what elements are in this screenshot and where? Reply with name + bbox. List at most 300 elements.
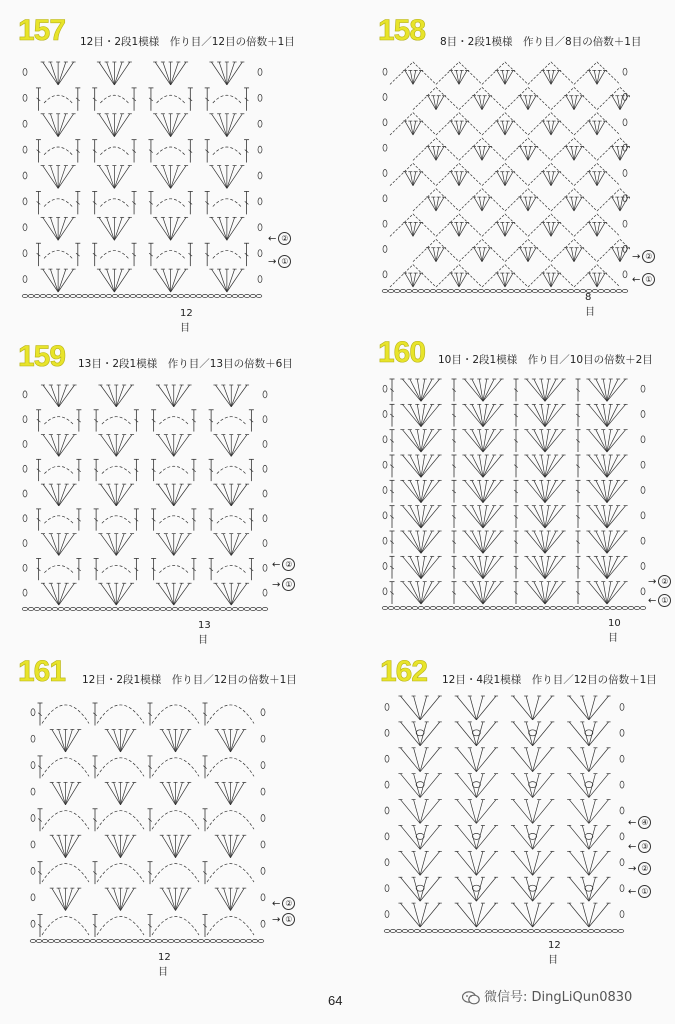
- chain-stitch: [406, 606, 412, 609]
- turning-chain: [258, 172, 262, 179]
- chain-stitch: [100, 607, 106, 610]
- fan-stitch: [231, 385, 239, 407]
- chain-diamond: [459, 138, 505, 160]
- chain-stitch: [622, 289, 628, 292]
- chain-arch: [207, 811, 254, 830]
- turning-chain: [385, 729, 389, 736]
- fan-stitch: [166, 484, 174, 506]
- chain-stitch: [598, 606, 604, 609]
- chain-stitch: [418, 289, 424, 292]
- fan-stitch: [43, 166, 58, 189]
- turning-chain: [383, 246, 387, 253]
- turning-chain: [641, 588, 645, 595]
- turning-chain: [385, 703, 389, 710]
- chain-stitch: [40, 294, 46, 297]
- fan-stitch: [114, 269, 129, 292]
- chain-arch: [207, 916, 254, 935]
- turning-chain: [623, 119, 627, 126]
- fan-stitch: [66, 835, 80, 857]
- turning-chain: [263, 440, 267, 447]
- chain-stitch: [148, 294, 154, 297]
- chain-diamond: [482, 62, 528, 84]
- chain-stitch: [574, 606, 580, 609]
- fan-stitch: [162, 888, 176, 910]
- chain-stitch: [240, 939, 246, 942]
- turning-chain: [31, 788, 35, 795]
- chain-diamond: [574, 214, 620, 236]
- fan-stitch: [59, 534, 67, 556]
- chain-arch: [213, 95, 241, 103]
- chain-stitch: [634, 606, 640, 609]
- turning-chain: [641, 461, 645, 468]
- turning-chain: [383, 220, 387, 227]
- turning-chain: [383, 68, 387, 75]
- turning-chain: [263, 465, 267, 472]
- crochet-chart: [28, 695, 268, 945]
- picot: [472, 833, 480, 839]
- fan-stitch: [108, 435, 116, 457]
- chain-stitch: [400, 289, 406, 292]
- chain-stitch: [136, 607, 142, 610]
- chain-diamond: [482, 163, 528, 185]
- chain-stitch: [166, 294, 172, 297]
- chain-stitch: [120, 939, 126, 942]
- chain-stitch: [36, 939, 42, 942]
- fan-stitch: [100, 484, 116, 506]
- fan-stitch: [59, 484, 75, 506]
- chain-diamond: [390, 163, 436, 185]
- fan-stitch: [176, 888, 183, 910]
- fan-stitch: [100, 583, 116, 605]
- chain-stitch: [514, 289, 520, 292]
- fan-stitch: [155, 217, 170, 240]
- fan-stitch: [163, 166, 171, 189]
- fan-stitch: [163, 62, 171, 85]
- chain-stitch: [516, 929, 522, 932]
- turning-chain: [258, 120, 262, 127]
- turning-chain: [31, 762, 35, 769]
- chain-stitch: [244, 294, 250, 297]
- fan-stitch: [58, 217, 73, 240]
- fan-stitch: [116, 484, 124, 506]
- fan-stitch: [163, 114, 171, 137]
- chain-stitch: [580, 606, 586, 609]
- chain-stitch: [250, 294, 256, 297]
- fan-stitch: [43, 484, 59, 506]
- turning-chain: [383, 487, 387, 494]
- chain-diamond: [390, 62, 436, 84]
- fan-stitch: [176, 888, 190, 910]
- fan-stitch: [227, 269, 235, 292]
- chain-arch: [152, 758, 199, 777]
- chain-stitch: [76, 294, 82, 297]
- picot: [529, 730, 537, 736]
- fan-stitch: [223, 435, 231, 457]
- page-number: 64: [328, 993, 343, 1008]
- fan-stitch: [59, 385, 67, 407]
- chain-diamond: [482, 214, 528, 236]
- chain-stitch: [106, 607, 112, 610]
- chain-stitch: [528, 929, 534, 932]
- chain-stitch: [402, 929, 408, 932]
- chain-stitch: [462, 929, 468, 932]
- chain-arch: [213, 251, 241, 259]
- fan-stitch: [176, 782, 183, 804]
- chain-stitch: [154, 294, 160, 297]
- chain-stitch: [90, 939, 96, 942]
- chain-stitch: [88, 294, 94, 297]
- fan-stitch: [114, 217, 129, 240]
- fan-stitch: [58, 269, 66, 292]
- fan-stitch: [227, 114, 242, 137]
- chain-arch: [207, 864, 254, 883]
- fan-stitch: [223, 484, 231, 506]
- fan-stitch: [219, 166, 227, 189]
- chain-stitch: [174, 939, 180, 942]
- turning-chain: [385, 781, 389, 788]
- fan-stitch: [59, 729, 66, 751]
- fan-stitch: [51, 534, 59, 556]
- wechat-icon: [462, 991, 480, 1005]
- watermark: [462, 986, 632, 1005]
- repeat-label: 10目: [608, 618, 621, 644]
- row-mark: → ①: [272, 578, 295, 591]
- picot: [416, 730, 424, 736]
- chain-arch: [207, 705, 254, 724]
- chain-diamond: [413, 239, 459, 261]
- chain-stitch: [196, 607, 202, 610]
- fan-stitch: [174, 385, 182, 407]
- chain-stitch: [532, 289, 538, 292]
- fan-stitch: [223, 385, 231, 407]
- fan-stitch: [231, 782, 238, 804]
- fan-stitch: [231, 583, 247, 605]
- turning-chain: [263, 540, 267, 547]
- turning-chain: [623, 195, 627, 202]
- chain-stitch: [112, 294, 118, 297]
- turning-chain: [641, 385, 645, 392]
- chain-diamond: [505, 87, 551, 109]
- chain-stitch: [400, 606, 406, 609]
- turning-chain: [263, 564, 267, 571]
- chain-stitch: [238, 607, 244, 610]
- chain-stitch: [444, 929, 450, 932]
- chain-arch: [42, 705, 89, 724]
- picot: [416, 782, 424, 788]
- fan-stitch: [116, 534, 124, 556]
- fan-stitch: [58, 166, 73, 189]
- fan-stitch: [58, 62, 73, 85]
- fan-stitch: [59, 385, 75, 407]
- picot: [529, 833, 537, 839]
- chain-stitch: [228, 939, 234, 942]
- chain-stitch: [406, 289, 412, 292]
- picot: [529, 885, 537, 891]
- fan-stitch: [219, 114, 227, 137]
- chain-arch: [217, 516, 246, 523]
- chain-stitch: [570, 929, 576, 932]
- chain-stitch: [466, 289, 472, 292]
- fan-stitch: [174, 484, 190, 506]
- turning-chain: [261, 841, 265, 848]
- chain-stitch: [496, 606, 502, 609]
- fan-stitch: [227, 217, 235, 240]
- chain-diamond: [551, 87, 597, 109]
- fan-stitch: [166, 435, 174, 457]
- repeat-label: 8目: [585, 292, 595, 318]
- chain-stitch: [30, 939, 36, 942]
- turning-chain: [261, 762, 265, 769]
- turning-chain: [383, 144, 387, 151]
- fan-stitch: [174, 534, 190, 556]
- chain-stitch: [64, 607, 70, 610]
- fan-stitch: [121, 729, 128, 751]
- turning-chain: [23, 94, 27, 101]
- chain-stitch: [546, 929, 552, 932]
- turning-chain: [641, 512, 645, 519]
- turning-chain: [620, 755, 624, 762]
- turning-chain: [620, 807, 624, 814]
- chain-stitch: [172, 607, 178, 610]
- chain-stitch: [192, 939, 198, 942]
- chain-arch: [102, 565, 131, 572]
- pattern-spec: 12目・2段1模様 作り目／12目の倍数＋1目: [80, 36, 295, 48]
- fan-stitch: [51, 484, 59, 506]
- chain-stitch: [208, 607, 214, 610]
- chain-stitch: [70, 607, 76, 610]
- fan-stitch: [169, 888, 176, 910]
- chain-stitch: [168, 939, 174, 942]
- chain-arch: [97, 916, 144, 935]
- fan-stitch: [116, 583, 124, 605]
- fan-stitch: [162, 729, 176, 751]
- fan-stitch: [227, 62, 235, 85]
- fan-stitch: [59, 484, 67, 506]
- turning-chain: [383, 170, 387, 177]
- turning-chain: [23, 440, 27, 447]
- fan-stitch: [171, 269, 186, 292]
- pattern-spec: 13目・2段1模様 作り目／13目の倍数＋6目: [78, 358, 293, 370]
- chain-stitch: [594, 929, 600, 932]
- fan-stitch: [114, 269, 122, 292]
- turning-chain: [385, 833, 389, 840]
- turning-chain: [620, 729, 624, 736]
- fan-stitch: [114, 888, 121, 910]
- chain-stitch: [612, 929, 618, 932]
- chain-stitch: [22, 607, 28, 610]
- chain-diamond: [413, 189, 459, 211]
- chain-diamond: [551, 189, 597, 211]
- chain-stitch: [610, 606, 616, 609]
- chain-stitch: [430, 606, 436, 609]
- turning-chain: [31, 894, 35, 901]
- turning-chain: [258, 276, 262, 283]
- chain-stitch: [424, 289, 430, 292]
- chain-stitch: [184, 294, 190, 297]
- fan-stitch: [66, 835, 73, 857]
- fan-stitch: [114, 62, 122, 85]
- fan-stitch: [66, 888, 80, 910]
- fan-stitch: [174, 583, 182, 605]
- chain-stitch: [604, 289, 610, 292]
- fan-stitch: [43, 385, 59, 407]
- fan-stitch: [121, 835, 128, 857]
- fan-stitch: [99, 269, 114, 292]
- chain-stitch: [126, 939, 132, 942]
- chain-stitch: [520, 289, 526, 292]
- fan-stitch: [66, 782, 73, 804]
- chain-stitch: [54, 939, 60, 942]
- chain-stitch: [234, 939, 240, 942]
- fan-stitch: [227, 166, 242, 189]
- fan-stitch: [107, 217, 115, 240]
- picot: [472, 782, 480, 788]
- turning-chain: [623, 94, 627, 101]
- chain-arch: [100, 199, 128, 207]
- pattern-number: 158: [378, 14, 426, 47]
- chain-stitch: [84, 939, 90, 942]
- fan-stitch: [114, 835, 121, 857]
- fan-stitch: [155, 114, 170, 137]
- chain-stitch: [454, 606, 460, 609]
- chain-arch: [213, 147, 241, 155]
- fan-stitch: [50, 269, 58, 292]
- chain-arch: [157, 147, 185, 155]
- fan-stitch: [215, 583, 231, 605]
- chain-stitch: [442, 289, 448, 292]
- turning-chain: [258, 68, 262, 75]
- fan-stitch: [121, 888, 128, 910]
- chain-arch: [44, 251, 72, 259]
- pattern-number: 162: [380, 655, 428, 688]
- fan-stitch: [162, 835, 176, 857]
- fan-stitch: [227, 166, 235, 189]
- fan-stitch: [231, 484, 247, 506]
- fan-stitch: [121, 729, 135, 751]
- fan-stitch: [231, 435, 239, 457]
- turning-chain: [23, 540, 27, 547]
- fan-stitch: [171, 166, 186, 189]
- chain-stitch: [574, 289, 580, 292]
- fan-stitch: [59, 835, 66, 857]
- chain-diamond: [436, 113, 482, 135]
- turning-chain: [23, 391, 27, 398]
- fan-stitch: [155, 269, 170, 292]
- chain-stitch: [76, 607, 82, 610]
- chain-stitch: [226, 607, 232, 610]
- fan-stitch: [50, 217, 58, 240]
- fan-stitch: [217, 888, 231, 910]
- chain-stitch: [460, 606, 466, 609]
- chain-arch: [157, 251, 185, 259]
- fan-stitch: [215, 484, 231, 506]
- pattern-spec: 10目・2段1模様 作り目／10目の倍数＋2目: [438, 354, 653, 366]
- chain-stitch: [490, 289, 496, 292]
- chain-arch: [44, 199, 72, 207]
- chain-stitch: [66, 939, 72, 942]
- chain-stitch: [190, 607, 196, 610]
- chain-stitch: [418, 606, 424, 609]
- chain-stitch: [258, 939, 264, 942]
- fan-stitch: [227, 114, 235, 137]
- fan-stitch: [52, 835, 66, 857]
- chain-stitch: [252, 939, 258, 942]
- row-mark: → ①: [268, 255, 291, 268]
- chain-stitch: [82, 607, 88, 610]
- turning-chain: [620, 703, 624, 710]
- fan-stitch: [224, 729, 231, 751]
- chain-diamond: [482, 113, 528, 135]
- fan-stitch: [116, 484, 132, 506]
- turning-chain: [623, 170, 627, 177]
- crochet-chart: [20, 55, 265, 300]
- fan-stitch: [50, 166, 58, 189]
- fan-stitch: [121, 782, 128, 804]
- chain-stitch: [616, 289, 622, 292]
- fan-stitch: [107, 888, 121, 910]
- chain-arch: [217, 417, 246, 424]
- fan-stitch: [171, 62, 186, 85]
- fan-stitch: [59, 435, 75, 457]
- turning-chain: [263, 490, 267, 497]
- picot: [585, 730, 593, 736]
- fan-stitch: [108, 534, 116, 556]
- fan-stitch: [107, 166, 115, 189]
- chain-stitch: [250, 607, 256, 610]
- chain-stitch: [112, 607, 118, 610]
- fan-stitch: [231, 729, 245, 751]
- chain-diamond: [551, 239, 597, 261]
- turning-chain: [641, 487, 645, 494]
- turning-chain: [383, 537, 387, 544]
- chain-arch: [44, 147, 72, 155]
- chain-stitch: [144, 939, 150, 942]
- chain-stitch: [124, 607, 130, 610]
- chain-stitch: [52, 294, 58, 297]
- chain-stitch: [514, 606, 520, 609]
- row-mark: ← ①: [648, 594, 671, 607]
- fan-stitch: [121, 835, 135, 857]
- fan-stitch: [163, 269, 171, 292]
- turning-chain: [23, 416, 27, 423]
- fan-stitch: [231, 835, 238, 857]
- chain-stitch: [472, 606, 478, 609]
- repeat-label: 12目: [548, 940, 561, 966]
- fan-stitch: [176, 782, 190, 804]
- fan-stitch: [114, 114, 122, 137]
- fan-stitch: [231, 888, 238, 910]
- chain-stitch: [150, 939, 156, 942]
- chain-stitch: [538, 606, 544, 609]
- fan-stitch: [114, 729, 121, 751]
- fan-stitch: [43, 269, 58, 292]
- chain-arch: [159, 417, 188, 424]
- row-mark: ← ④: [628, 816, 651, 829]
- fan-stitch: [43, 114, 58, 137]
- chain-stitch: [436, 606, 442, 609]
- fan-stitch: [114, 217, 122, 240]
- chain-stitch: [538, 289, 544, 292]
- fan-stitch: [99, 217, 114, 240]
- chain-stitch: [178, 607, 184, 610]
- turning-chain: [23, 276, 27, 283]
- chain-stitch: [204, 939, 210, 942]
- chain-stitch: [34, 294, 40, 297]
- fan-stitch: [174, 435, 182, 457]
- fan-stitch: [59, 888, 66, 910]
- chain-arch: [44, 466, 73, 473]
- chain-stitch: [568, 606, 574, 609]
